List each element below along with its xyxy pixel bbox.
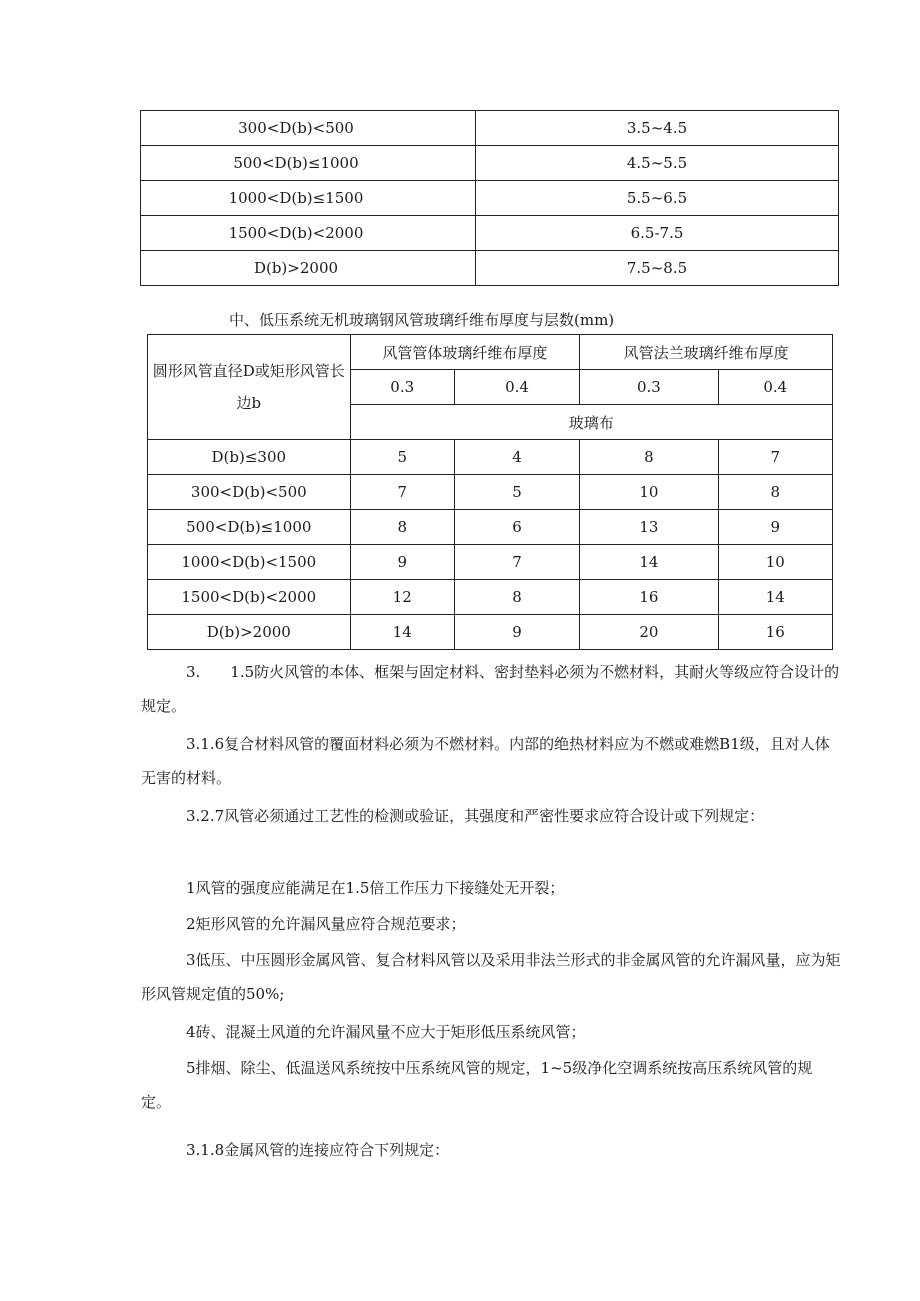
table-cell: 9 (718, 510, 832, 545)
unit-label: 玻璃布 (350, 405, 832, 440)
thickness-header: 0.4 (454, 370, 579, 405)
table-cell: 3.5~4.5 (476, 111, 839, 146)
table-cell: 1500<D(b)<2000 (141, 216, 476, 251)
group-header-flange: 风管法兰玻璃纤维布厚度 (580, 335, 833, 370)
table-cell: 10 (580, 475, 718, 510)
table-row (148, 475, 833, 510)
table-cell: 1000<D(b)≤1500 (141, 181, 476, 216)
table-cell: 9 (350, 545, 454, 580)
table-row (148, 580, 833, 615)
list-item-5: 5排烟、除尘、低温送风系统按中压系统风管的规定，1~5级净化空调系统按高压系统风管的规定。 (141, 1059, 813, 1111)
table-row (148, 440, 833, 475)
table-cell: 20 (580, 615, 718, 650)
list-item-3: 3低压、中压圆形金属风管、复合材料风管以及采用非法兰形式的非金属风管的允许漏风量，应为矩形风管规定值的50%; (141, 951, 841, 1003)
table-row (141, 216, 839, 251)
paragraph-3-1-6: 3.1.6复合材料风管的覆面材料必须为不燃材料。内部的绝热材料应为不燃或难燃B1级，且对人体无害的材料。 (141, 735, 830, 787)
row-label: D(b)≤300 (148, 440, 351, 475)
table-cell: 14 (718, 580, 832, 615)
table-cell: 9 (454, 615, 579, 650)
table-row (148, 545, 833, 580)
table-cell: 8 (580, 440, 718, 475)
table-cell: 6 (454, 510, 579, 545)
row-label: 1500<D(b)<2000 (148, 580, 351, 615)
paragraph-3-1-5: 3. 1.5防火风管的本体、框架与固定材料、密封垫料必须为不燃材料，其耐火等级应符合设计的规定。 (141, 663, 840, 715)
table-cell: 16 (718, 615, 832, 650)
table-cell: 4 (454, 440, 579, 475)
table-cell: 14 (580, 545, 718, 580)
table-cell: 300<D(b)<500 (141, 111, 476, 146)
paragraph-3-2-7: 3.2.7风管必须通过工艺性的检测或验证，其强度和严密性要求应符合设计或下列规定： (186, 807, 765, 825)
row-label: 300<D(b)<500 (148, 475, 351, 510)
thickness-header: 0.3 (350, 370, 454, 405)
table-cell: 5 (350, 440, 454, 475)
table-row (141, 111, 839, 146)
table-row (148, 510, 833, 545)
table-row (148, 615, 833, 650)
table-header-row (148, 335, 833, 370)
table-cell: 14 (350, 615, 454, 650)
table-row (141, 181, 839, 216)
table-cell: 7 (454, 545, 579, 580)
table-cell: 4.5~5.5 (476, 146, 839, 181)
table-cell: 7 (350, 475, 454, 510)
table-cell: 13 (580, 510, 718, 545)
table-cell: 7 (718, 440, 832, 475)
row-header-cell: 圆形风管直径D或矩形风管长边b (148, 335, 351, 440)
thickness-header: 0.4 (718, 370, 832, 405)
table-caption: 中、低压系统无机玻璃钢风管玻璃纤维布厚度与层数(mm) (229, 311, 615, 329)
table-row (141, 146, 839, 181)
list-item-4: 4砖、混凝土风道的允许漏风量不应大于矩形低压系统风管； (186, 1023, 586, 1041)
table-cell: 8 (454, 580, 579, 615)
table-cell: 10 (718, 545, 832, 580)
group-header-body: 风管管体玻璃纤维布厚度 (350, 335, 580, 370)
row-label: 500<D(b)≤1000 (148, 510, 351, 545)
thickness-header: 0.3 (580, 370, 718, 405)
list-item-1: 1风管的强度应能满足在1.5倍工作压力下接缝处无开裂； (186, 879, 565, 897)
table-cell: 16 (580, 580, 718, 615)
table-cell: 7.5~8.5 (476, 251, 839, 286)
table-row (141, 251, 839, 286)
thickness-table-top (140, 110, 839, 286)
row-label: D(b)>2000 (148, 615, 351, 650)
table-cell: 8 (718, 475, 832, 510)
list-item-2: 2矩形风管的允许漏风量应符合规范要求； (186, 915, 466, 933)
fiberglass-layer-table (147, 334, 833, 650)
table-cell: 8 (350, 510, 454, 545)
table-cell: 6.5-7.5 (476, 216, 839, 251)
table-cell: 500<D(b)≤1000 (141, 146, 476, 181)
table-cell: 5 (454, 475, 579, 510)
paragraph-3-1-8: 3.1.8金属风管的连接应符合下列规定： (186, 1141, 450, 1159)
row-label: 1000<D(b)<1500 (148, 545, 351, 580)
table-cell: 12 (350, 580, 454, 615)
table-cell: D(b)>2000 (141, 251, 476, 286)
table-cell: 5.5~6.5 (476, 181, 839, 216)
